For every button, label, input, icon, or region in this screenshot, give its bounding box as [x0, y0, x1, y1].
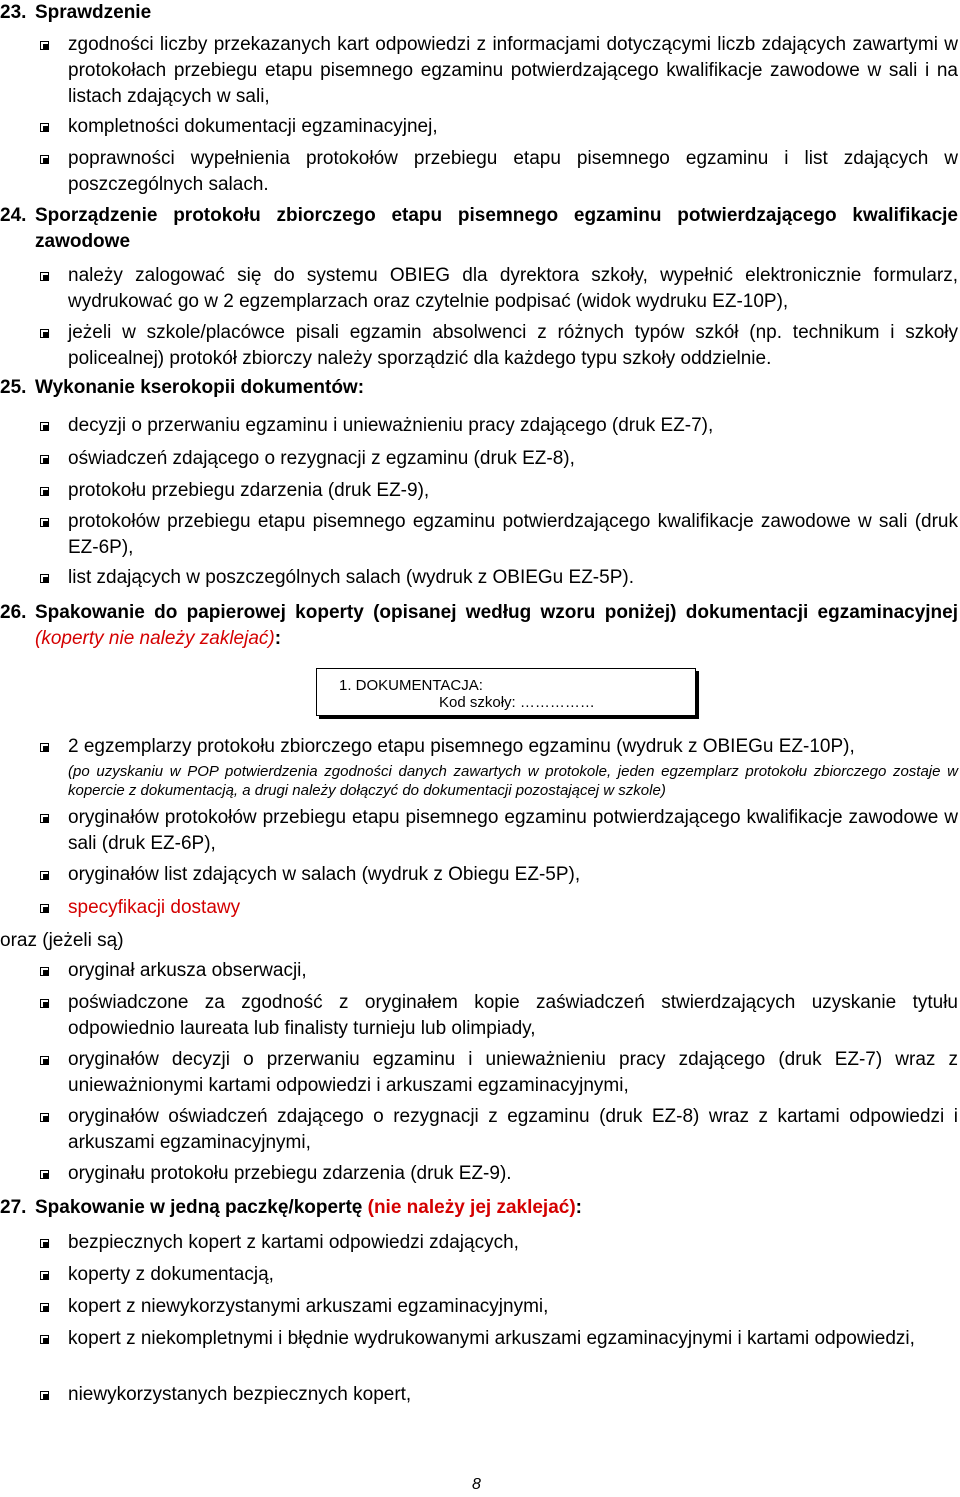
section-number: 25. — [0, 377, 27, 398]
section-26-heading — [0, 600, 958, 652]
item-text: kopert z niewykorzystanymi arkuszami egzaminacyjnymi, — [68, 1296, 549, 1317]
checklist-item — [0, 146, 958, 198]
item-text: protokołu przebiegu zdarzenia (druk EZ-9), — [68, 480, 430, 501]
checkbox-icon — [40, 814, 49, 823]
checkbox-icon — [40, 1239, 49, 1248]
item-text: oryginałów list zdających w salach (wydruk z Obiegu EZ-5P), — [68, 864, 581, 885]
checklist-item — [0, 320, 958, 372]
checklist-item — [0, 1230, 958, 1256]
item-text: oryginału protokołu przebiegu zdarzenia (druk EZ-9). — [68, 1163, 512, 1184]
checklist-item — [0, 862, 958, 888]
checklist-item — [0, 805, 958, 857]
section-title-text: Spakowanie w jedną paczkę/kopertę — [35, 1197, 363, 1218]
item-text: oryginałów oświadczeń zdającego o rezygnacji z egzaminu (druk EZ-8) wraz z kartami odpowiedzi i arkuszami egzaminacyjnymi, — [68, 1106, 958, 1153]
section-title: Wykonanie kserokopii dokumentów: — [35, 377, 365, 398]
item-text: 2 egzemplarzy protokołu zbiorczego etapu pisemnego egzaminu (wydruk z OBIEGu EZ-10P), — [68, 736, 855, 757]
checklist-item — [0, 1104, 958, 1156]
checklist-item — [0, 565, 958, 591]
checklist-item — [0, 32, 958, 110]
item-text: oryginałów decyzji o przerwaniu egzaminu i unieważnieniu pracy zdającego (druk EZ-7) wraz z unieważnionymi kartami odpowiedzi i arkuszami egzaminacyjnymi, — [68, 1049, 958, 1096]
checkbox-icon — [40, 1303, 49, 1312]
checklist-item — [0, 478, 958, 504]
item-text: oryginał arkusza obserwacji, — [68, 960, 307, 981]
section-25-heading — [0, 375, 958, 401]
checkbox-icon — [40, 999, 49, 1008]
section-24-heading — [0, 203, 958, 255]
checkbox-icon — [40, 904, 49, 913]
checklist-item — [0, 734, 958, 800]
checkbox-icon — [40, 967, 49, 976]
checkbox-icon — [40, 41, 49, 50]
checkbox-icon — [40, 574, 49, 583]
checklist-item — [0, 958, 958, 984]
envelope-line-2: Kod szkoły: …………… — [439, 694, 595, 711]
section-title-text: Spakowanie do papierowej koperty (opisanej według wzoru poniżej) dokumentacji egzaminacyjnej — [35, 602, 958, 623]
section-number: 26. — [0, 602, 27, 623]
checkbox-icon — [40, 1391, 49, 1400]
item-text: oryginałów protokołów przebiegu etapu pisemnego egzaminu potwierdzającego kwalifikacje zawodowe w sali (druk EZ-6P), — [68, 807, 958, 854]
item-text: kompletności dokumentacji egzaminacyjnej, — [68, 116, 438, 137]
checkbox-icon — [40, 123, 49, 132]
checkbox-icon — [40, 272, 49, 281]
item-text: oświadczeń zdającego o rezygnacji z egzaminu (druk EZ-8), — [68, 448, 575, 469]
item-text: bezpiecznych kopert z kartami odpowiedzi zdających, — [68, 1232, 519, 1253]
item-text: poprawności wypełnienia protokołów przebiegu etapu pisemnego egzaminu i list zdających w poszczególnych salach. — [68, 148, 958, 195]
checklist-item — [0, 114, 958, 140]
section-title-warning: (koperty nie należy zaklejać) — [35, 628, 275, 649]
item-text: poświadczone za zgodność z oryginałem kopie zaświadczeń stwierdzających uzyskanie tytułu odpowiednio laureata lub finalisty turnieju lub olimpiady, — [68, 992, 958, 1039]
item-text: zgodności liczby przekazanych kart odpowiedzi z informacjami dotyczącymi liczb zdających zawartymi w protokołach przebiegu etapu pisemnego egzaminu potwierdzającego kwalifikacje zawodowe w sali i na listach zdających w sali, — [68, 34, 958, 107]
page-number: 8 — [472, 1476, 481, 1493]
item-text: koperty z dokumentacją, — [68, 1264, 274, 1285]
envelope-label-sample — [316, 668, 696, 716]
section-27-heading — [0, 1195, 958, 1221]
envelope-line-1: 1. DOKUMENTACJA: — [339, 677, 483, 694]
section-title: Sprawdzenie — [35, 2, 152, 23]
checkbox-icon — [40, 518, 49, 527]
checklist-item — [0, 509, 958, 561]
item-text: niewykorzystanych bezpiecznych kopert, — [68, 1384, 412, 1405]
section-title: Sporządzenie protokołu zbiorczego etapu pisemnego egzaminu potwierdzającego kwalifikacje zawodowe — [35, 205, 958, 252]
item-text: kopert z niekompletnymi i błędnie wydrukowanymi arkuszami egzaminacyjnymi i kartami odpowiedzi, — [68, 1328, 915, 1349]
checkbox-icon — [40, 487, 49, 496]
checklist-item — [0, 1161, 958, 1187]
section-title-end: : — [274, 628, 282, 649]
checkbox-icon — [40, 1335, 49, 1344]
section-title — [35, 1195, 958, 1221]
checkbox-icon — [40, 1271, 49, 1280]
checklist-item — [0, 263, 958, 315]
oraz-label: oraz (jeżeli są) — [0, 930, 124, 951]
checklist-item — [0, 446, 958, 472]
checkbox-icon — [40, 155, 49, 164]
checklist-item — [0, 990, 958, 1042]
section-number: 24. — [0, 205, 27, 226]
checkbox-icon — [40, 422, 49, 431]
item-text: jeżeli w szkole/placówce pisali egzamin absolwenci z różnych typów szkół (np. technikum i szkoły policealnej) protokół zbiorczy należy sporządzić dla każdego typu szkoły oddzielnie. — [68, 322, 958, 369]
section-number: 27. — [0, 1197, 27, 1218]
item-text: decyzji o przerwaniu egzaminu i unieważnieniu pracy zdającego (druk EZ-7), — [68, 415, 714, 436]
item-text: list zdających w poszczególnych salach (wydruk z OBIEGu EZ-5P). — [68, 567, 634, 588]
checklist-item — [0, 1382, 958, 1408]
item-text: należy zalogować się do systemu OBIEG dla dyrektora szkoły, wypełnić elektronicznie formularz, wydrukować go w 2 egzemplarzach oraz czytelnie podpisać (widok wydruku EZ-10P), — [68, 265, 958, 312]
section-title — [35, 600, 958, 652]
checkbox-icon — [40, 871, 49, 880]
checklist-item — [0, 895, 958, 921]
checkbox-icon — [40, 1170, 49, 1179]
checkbox-icon — [40, 743, 49, 752]
checklist-item — [0, 1262, 958, 1288]
section-number: 23. — [0, 2, 27, 23]
checklist-item — [0, 1047, 958, 1099]
checkbox-icon — [40, 1056, 49, 1065]
checklist-item — [0, 413, 958, 439]
checkbox-icon — [40, 455, 49, 464]
section-23-heading — [0, 0, 958, 26]
checkbox-icon — [40, 1113, 49, 1122]
section-title-warning: (nie należy jej zaklejać) — [367, 1197, 576, 1218]
item-text: specyfikacji dostawy — [68, 897, 241, 918]
item-text: protokołów przebiegu etapu pisemnego egzaminu potwierdzającego kwalifikacje zawodowe w sali (druk EZ-6P), — [68, 511, 958, 558]
checklist-item — [0, 1326, 958, 1352]
item-note: (po uzyskaniu w POP potwierdzenia zgodności danych zawartych w protokole, jeden egzemplarz protokołu zbiorczego zostaje w kopercie z dokumentacją, a drugi należy dołączyć do dokumentacji pozostającej w szkole) — [68, 763, 958, 799]
checklist-item — [0, 1294, 958, 1320]
checkbox-icon — [40, 329, 49, 338]
section-title-end: : — [575, 1197, 582, 1218]
